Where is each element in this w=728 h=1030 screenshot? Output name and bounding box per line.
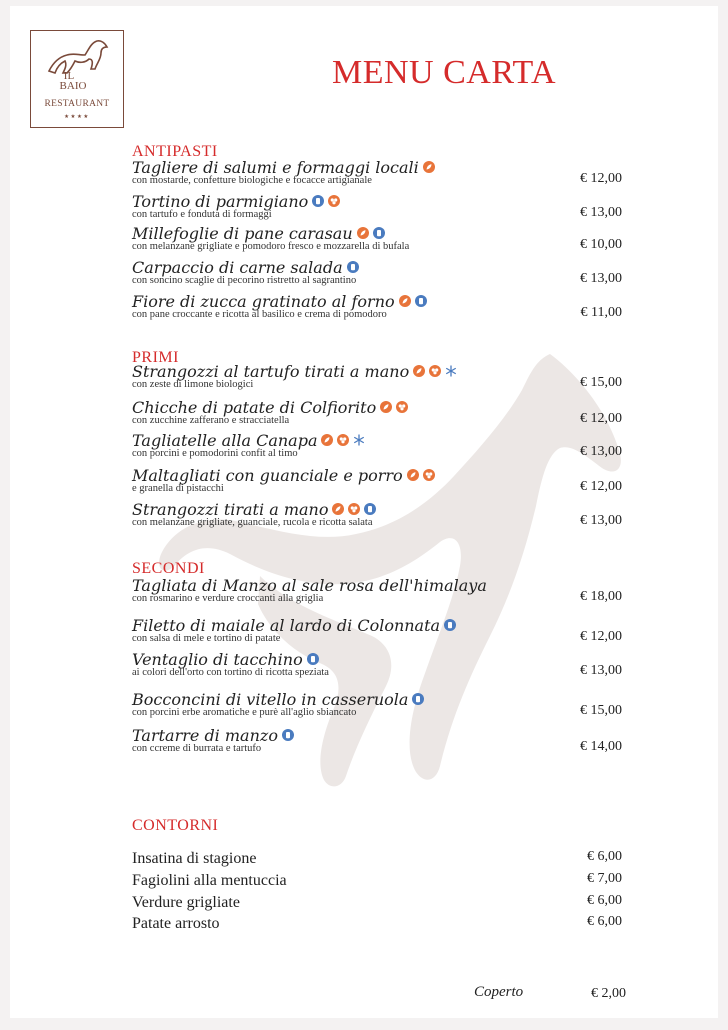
dish-name-text: Chicche di patate di Colfiorito	[132, 398, 377, 417]
nut-icon	[423, 469, 435, 481]
milk-icon	[347, 261, 359, 273]
side-dish-price: € 6,00	[587, 849, 622, 864]
side-dish-item	[132, 849, 626, 869]
menu-item	[132, 292, 626, 326]
menu-item	[132, 616, 626, 650]
leaf-icon	[399, 295, 411, 307]
dish-price: € 13,00	[580, 663, 622, 678]
nut-icon	[337, 434, 349, 446]
logo-text-baio: BAIO	[59, 80, 87, 92]
side-dish-item	[132, 914, 626, 934]
dish-name-text: Tortino di parmigiano	[132, 192, 309, 211]
dish-name-text: Filetto di maiale al lardo di Colonnata	[132, 616, 441, 635]
dish-description: con zeste di limone biologici	[132, 379, 254, 390]
menu-item	[132, 726, 626, 760]
menu-item	[132, 650, 626, 684]
menu-item	[132, 690, 626, 724]
leaf-icon	[423, 161, 435, 173]
milk-icon	[312, 195, 324, 207]
dish-description: ai colori dell'orto con tortino di ricotta speziata	[132, 667, 329, 678]
dish-price: € 13,00	[580, 513, 622, 528]
nut-icon	[429, 365, 441, 377]
leaf-icon	[321, 434, 333, 446]
dish-description: e granella di pistacchi	[132, 483, 224, 494]
dish-name-text: Tagliere di salumi e formaggi locali	[132, 158, 419, 177]
side-dish-name: Verdure grigliate	[132, 894, 240, 911]
snowflake-icon	[353, 434, 365, 446]
side-dish-item	[132, 893, 626, 913]
logo-text-restaurant: RESTAURANT	[44, 99, 110, 109]
leaf-icon	[413, 365, 425, 377]
dish-description: con zucchine zafferano e stracciatella	[132, 415, 290, 426]
side-dish-price: € 6,00	[587, 893, 622, 908]
milk-icon	[307, 653, 319, 665]
menu-item	[132, 576, 626, 610]
dish-name-text: Maltagliati con guanciale e porro	[132, 466, 403, 485]
dish-price: € 18,00	[580, 589, 622, 604]
dish-description: con mostarde, confetture biologiche e focacce artigianale	[132, 175, 372, 186]
dish-name-text: Strangozzi al tartufo tirati a mano	[132, 362, 410, 381]
section-heading-antipasti: ANTIPASTI	[132, 143, 218, 160]
dish-name-text: Carpaccio di carne salada	[132, 258, 343, 277]
leaf-icon	[380, 401, 392, 413]
menu-title: MENU CARTA	[332, 54, 557, 91]
side-dish-item	[132, 871, 626, 891]
dish-price: € 13,00	[580, 205, 622, 220]
section-heading-secondi: SECONDI	[132, 560, 205, 577]
side-dish-name: Patate arrosto	[132, 915, 220, 932]
leaf-icon	[357, 227, 369, 239]
leaf-icon	[407, 469, 419, 481]
coperto-price: € 2,00	[591, 986, 626, 1001]
menu-item	[132, 466, 626, 500]
dish-price: € 12,00	[580, 171, 622, 186]
dish-description: con melanzane grigliate e pomodoro fresco e mozzarella di bufala	[132, 241, 410, 252]
dish-description: con salsa di mele e tortino di patate	[132, 633, 281, 644]
menu-item	[132, 431, 626, 465]
milk-icon	[364, 503, 376, 515]
section-heading-contorni: CONTORNI	[132, 817, 219, 834]
nut-icon	[396, 401, 408, 413]
dish-description: con porcini e pomodorini confit al timo	[132, 448, 298, 459]
dish-price: € 15,00	[580, 703, 622, 718]
menu-item	[132, 398, 626, 432]
dish-price: € 12,00	[580, 411, 622, 426]
dish-description: con melanzane grigliate, guanciale, rucola e ricotta salata	[132, 517, 373, 528]
dish-price: € 13,00	[580, 444, 622, 459]
dish-description: con tartufo e fonduta di formaggi	[132, 209, 272, 220]
menu-item	[132, 362, 626, 396]
dish-description: con porcini erbe aromatiche e purè all'aglio sbiancato	[132, 707, 357, 718]
logo-text-il: IL	[63, 70, 75, 82]
coperto-label: Coperto	[474, 984, 524, 1000]
milk-icon	[412, 693, 424, 705]
nut-icon	[348, 503, 360, 515]
dish-description: con pane croccante e ricotta al basilico e crema di pomodoro	[132, 309, 387, 320]
menu-item	[132, 224, 626, 258]
dish-price: € 10,00	[580, 237, 622, 252]
milk-icon	[444, 619, 456, 631]
dish-price: € 13,00	[580, 271, 622, 286]
side-dish-price: € 7,00	[587, 871, 622, 886]
menu-item	[132, 158, 626, 192]
dish-name-text: Fiore di zucca gratinato al forno	[132, 292, 395, 311]
dish-description: con soncino scaglie di pecorino ristretto al sagrantino	[132, 275, 357, 286]
section-heading-primi: PRIMI	[132, 349, 179, 366]
side-dish-name: Insatina di stagione	[132, 850, 257, 867]
menu-item	[132, 500, 626, 534]
dish-name-text: Strangozzi tirati a mano	[132, 500, 329, 519]
milk-icon	[282, 729, 294, 741]
snowflake-icon	[445, 365, 457, 377]
dish-name-text: Tartarre di manzo	[132, 726, 278, 745]
milk-icon	[373, 227, 385, 239]
menu-page	[10, 6, 718, 1018]
menu-item	[132, 258, 626, 292]
dish-description: con ccreme di burrata e tartufo	[132, 743, 262, 754]
dish-price: € 15,00	[580, 375, 622, 390]
milk-icon	[415, 295, 427, 307]
dish-name-text: Millefoglie di pane carasau	[132, 224, 353, 243]
restaurant-logo	[30, 30, 124, 128]
nut-icon	[328, 195, 340, 207]
dish-name-text: Bocconcini di vitello in casseruola	[132, 690, 409, 709]
side-dish-name: Fagiolini alla mentuccia	[132, 872, 287, 889]
dish-description: con rosmarino e verdure croccanti alla griglia	[132, 593, 324, 604]
dish-price: € 12,00	[580, 479, 622, 494]
side-dish-price: € 6,00	[587, 914, 622, 929]
dish-price: € 12,00	[580, 629, 622, 644]
dish-price: € 14,00	[580, 739, 622, 754]
dish-name-text: Ventaglio di tacchino	[132, 650, 303, 669]
dish-price: € 11,00	[580, 305, 622, 320]
leaf-icon	[332, 503, 344, 515]
menu-item	[132, 192, 626, 226]
dish-name-text: Tagliata di Manzo al sale rosa dell'himalaya	[132, 576, 487, 595]
logo-stars: ★★★★	[64, 114, 90, 120]
dish-name-text: Tagliatelle alla Canapa	[132, 431, 318, 450]
